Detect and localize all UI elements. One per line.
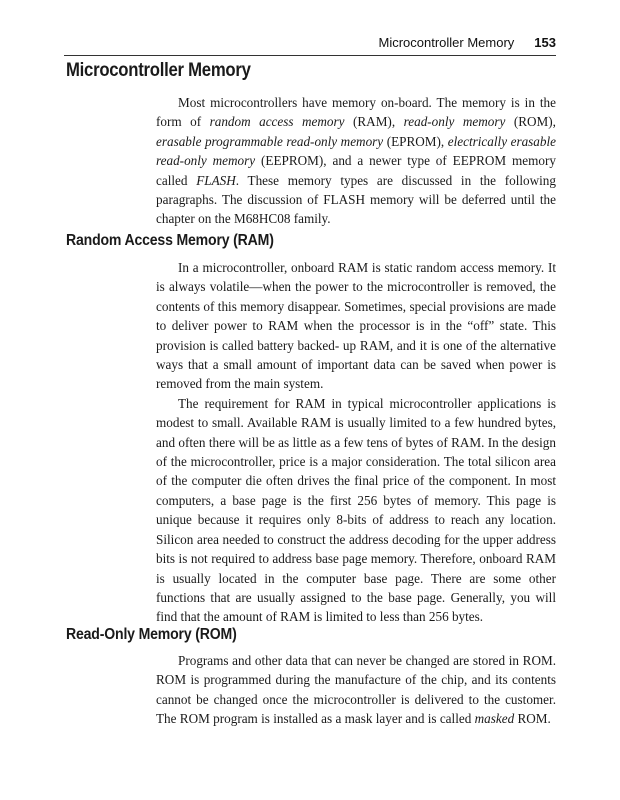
chapter-title: Microcontroller Memory (66, 60, 251, 81)
rom-paragraph (156, 651, 556, 729)
intro-text-2: (RAM), (344, 114, 404, 130)
intro-text-5: (EEPROM), and a newer type of EEPROM memory called (156, 153, 556, 188)
term-ram: random access memory (209, 114, 345, 130)
running-header (64, 32, 556, 52)
ram-paragraph-2: The requirement for RAM in typical microcontroller applications is modest to small. Available RAM is usually limited to a few hundred bytes, and often there will be as little as a few tens of bytes of RAM. In the design of the microcontroller, price is a major consideration. The total silicon area of the computer die often drives the final price of the component. In most computers, a base page is the first 256 bytes of memory. This page is unique because it requires only 8-bits of address to reach any location. Silicon area needed to construct the address decoding for the upper address bits is not required to address base page memory. Therefore, onboard RAM is usually located in the computer base page. There are some other functions that are usually assigned to the base page. Generally, you will find that the amount of RAM is limited to less than 256 bytes. (156, 395, 556, 625)
section-heading-ram: Random Access Memory (RAM) (66, 232, 274, 249)
intro-section (156, 93, 556, 229)
term-eprom: erasable programmable read-only memory (156, 133, 384, 149)
intro-text-3: (ROM), (505, 114, 556, 130)
header-rule (64, 55, 556, 56)
intro-text-4: (EPROM), (383, 133, 448, 149)
page-number: 153 (534, 34, 556, 50)
term-rom: read-only memory (403, 114, 506, 130)
ram-section (156, 258, 556, 627)
rom-text-1: Programs and other data that can never be changed are stored in ROM. ROM is programmed during the manufacture of the chip, and its contents cannot be changed once the microcontroller is delivered to the customer. The ROM program is installed as a mask layer and is called (156, 653, 556, 727)
intro-paragraph (156, 93, 556, 229)
ram-paragraph-1: In a microcontroller, onboard RAM is static random access memory. It is always volatile—when the power to the microcontroller is removed, the contents of this memory disappear. Sometimes, special provisions are made to deliver power to RAM when the processor is in the “off” state. This provision is called battery backed- up RAM, and it is one of the alternative ways that a small amount of important data can be saved when power is removed from the main system. (156, 260, 556, 392)
intro-text-6: . These memory types are discussed in the following paragraphs. The discussion of FLASH memory will be deferred until the chapter on the M68HC08 family. (156, 172, 556, 227)
term-eeprom: electrically erasable read-only memory (156, 133, 557, 169)
rom-section (156, 651, 556, 729)
term-flash: FLASH (196, 172, 236, 188)
rom-text-2: ROM. (514, 711, 551, 727)
term-masked: masked (474, 711, 515, 727)
section-heading-rom: Read-Only Memory (ROM) (66, 626, 237, 643)
running-header-title: Microcontroller Memory (378, 34, 515, 50)
intro-text-1: Most microcontrollers have memory on-board. The memory is in the form of (156, 95, 556, 130)
